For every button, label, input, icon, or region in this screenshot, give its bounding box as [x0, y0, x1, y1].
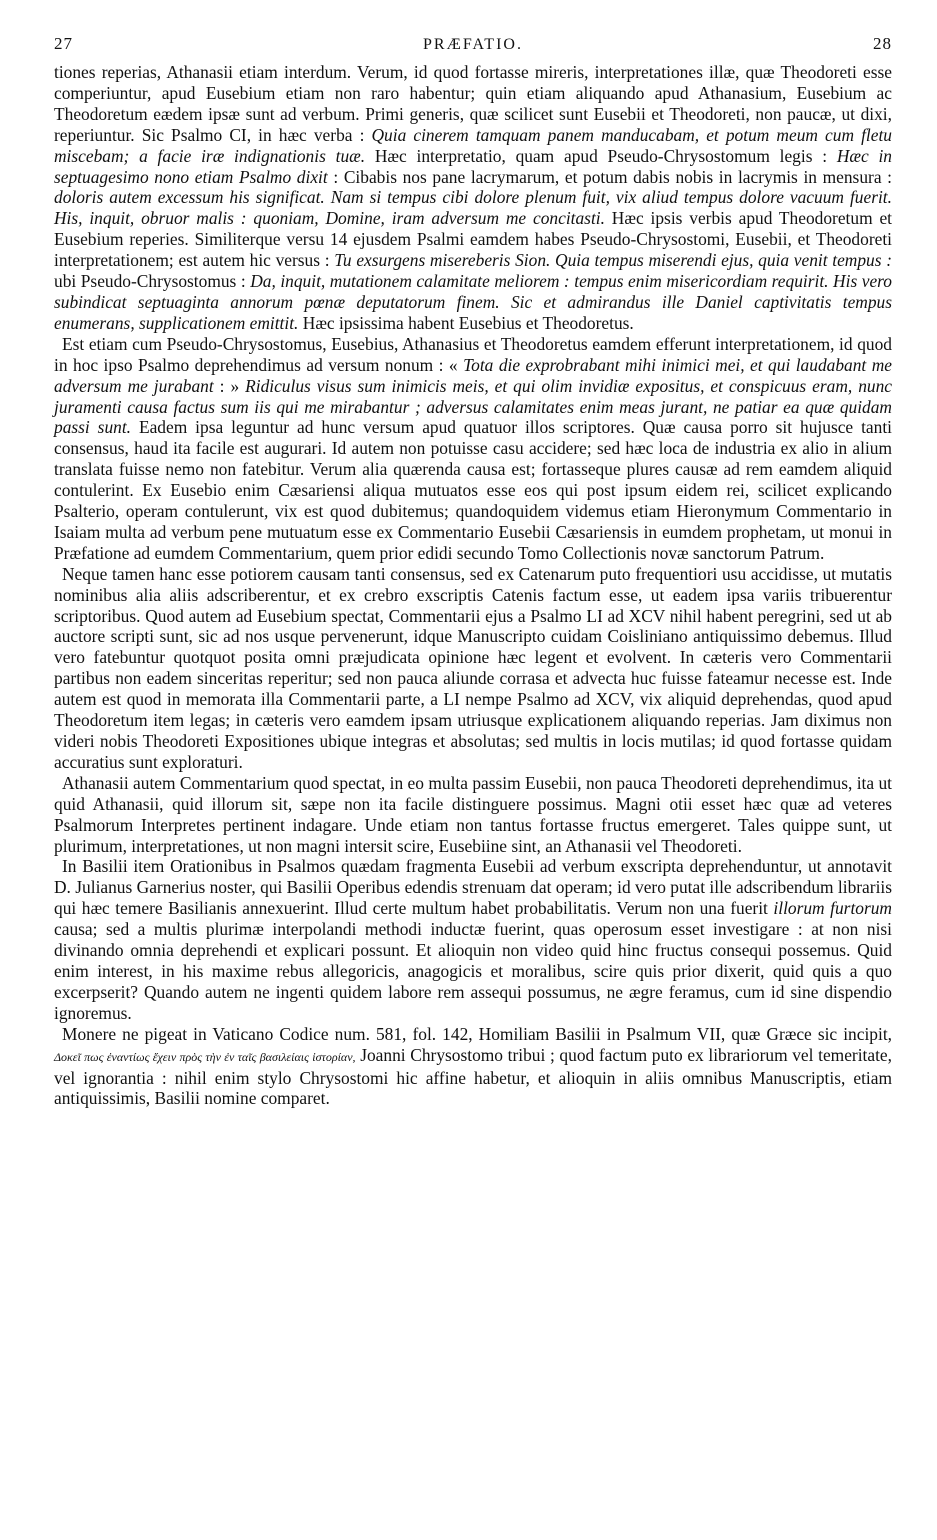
- page-number-left: 27: [54, 34, 73, 53]
- text-run: tiones reperias, Athanasii etiam interdum. Verum, id quod fortasse mireris, interpretationes illæ, quæ Theodoreti esse comperiuntur, apud Eusebium etiam non raro habentur; quin etiam aliquando apud Athanasium, Eusebium ac Theodoretum eædem ipsæ sunt ad verbum. Primi generis, quæ scilicet sunt Eusebii et Theodoreti, non paucæ, ut dixi, reperiuntur. Sic Psalmo CI, in hæc verba :: [54, 62, 892, 145]
- running-title: PRÆFATIO.: [423, 36, 523, 53]
- paragraph: [54, 856, 892, 1023]
- running-header: [54, 34, 892, 58]
- text-run: Est etiam cum Pseudo-Chrysostomus, Eusebius, Athanasius et Theodoretus eamdem efferunt interpretationem, id quod in hoc ipso Psalmo deprehendimus ad versum nonum : «: [54, 333, 892, 375]
- paragraph: [54, 62, 892, 334]
- italic-text: Ridiculus visus sum inimicis meis, et qui olim invidiæ expositus, et conspicuus eram, nunc juramenti causa factus sum iis qui me mirabantur ; adversus calamitates enim meas jurant, ne patiar ea quæ quidam passi sunt.: [54, 375, 892, 438]
- text-run: Joanni Chrysostomo tribui ; quod factum puto ex librariorum vel temeritate, vel ignorantia : nihil enim stylo Chrysostomi hic affine habetur, et alioquin in aliis omnibus Manuscriptis, etiam antiquissimis, Basilii nomine comparet.: [54, 1044, 892, 1109]
- italic-text: Hæc in septuagesimo nono etiam Psalmo dixit: [54, 145, 892, 187]
- paragraph: [54, 1024, 892, 1110]
- text-run: Hæc ipsis verbis apud Theodoretum et Eusebium reperies. Similiterque versu 14 ejusdem Psalmi eamdem habes Pseudo-Chrysostomi, Eusebii, et Theodoreti interpretationem; est autem hic versus :: [54, 208, 893, 271]
- page: [54, 34, 892, 1109]
- body-text: [54, 62, 892, 1109]
- italic-text: illorum furtorum: [773, 898, 892, 919]
- paragraph: [54, 564, 892, 773]
- italic-text: Tota die exprobrabant mihi inimici mei, et qui laudabant me adversum me jurabant: [54, 354, 892, 396]
- text-run: Neque tamen hanc esse potiorem causam tanti consensus, sed ex Catenarum puto frequentiori usu accidisse, ut mutatis nominibus alia aliis adscriberentur, et ex crebro exscriptis Catenis factum esse, ut eadem ipsa variis tribuerentur scriptoribus. Quod autem ad Eusebium spectat, Commentarii ejus a Psalmo LI ad XCV nihil habent peregrini, sed ut ab auctore scripti sunt, sic ad nos usque pervenerunt, idque Manuscripto cuidam Coisliniano antiquissimo debemus. Illud vero fatebuntur quotquot posita omni præjudicata opinione hæc legent et evolvent. In cæteris vero Commentarii partibus non eadem sinceritas reperitur; sed non pauca aliunde corrasa et advecta huc fuisse fateamur necesse est. Inde autem est quod in memorata illa Commentarii parte, a LI nempe Psalmo ad XCV, vix aliquid deprehendas, quod apud Theodoretum item legas; in cæteris vero eamdem ipsam utriusque explicationem aliquando reperias. Jam diximus non videri nobis Theodoreti Expositiones ubique integras et absolutas; sed multis in locis mutilas; id quod fortasse quidam accuratius sunt exploraturi.: [54, 563, 892, 772]
- paragraph: [54, 334, 892, 564]
- italic-text: Quia cinerem tamquam panem manducabam, et potum meum cum fletu miscebam; a facie iræ indignationis tuæ.: [54, 124, 892, 166]
- text-run: Eadem ipsa leguntur ad hunc versum apud quatuor illos scriptores. Quæ causa porro sit hujusce tanti consensus, haud ita facile est augurari. Id autem non potuisse casu accidere; sed hæc loca de industria ex alio in alium translata fuisse nemo non fatebitur. Verum alia quærenda causa est; fortasseque plures causæ ad rem eamdem aliquid contulerint. Ex Eusebio enim Cæsariensi aliqua mutuatos esse eos qui post ipsum eidem rei, scilicet explicando Psalterio, operam contulerunt, vix est quod dubitemus; quandoquidem videmus etiam Hieronymum Commentario in Isaiam multa ad verbum pene mutuatum esse ex Commentario Eusebii Cæsariensis in eumdem prophetam, ut monui in Præfatione ad eumdem Commentarium, quem prior edidi secundo Tomo Collectionis novæ sanctorum Patrum.: [54, 417, 892, 563]
- text-run: : Cibabis nos pane lacrymarum, et potum dabis nobis in lacrymis in mensura :: [327, 166, 893, 187]
- text-run: Hæc ipsissima habent Eusebius et Theodoretus.: [298, 312, 634, 333]
- italic-text: Da, inquit, mutationem calamitate meliorem : tempus enim misericordiam requirit. His vero subindicat septuaginta annorum pœnæ deputatorum finem. Sic et admirandus ille Daniel captivitatis tempus enumerans, supplicationem emittit.: [54, 271, 892, 333]
- text-run: Hæc interpretatio, quam apud Pseudo-Chrysostomum legis :: [365, 145, 837, 166]
- greek-text: Δοκεῖ πως ἐναντίως ἔχειν πρὸς τὴν ἐν ταῖς βασιλείαις ἱστορίαν,: [54, 1049, 356, 1064]
- text-run: ubi Pseudo-Chrysostomus :: [54, 271, 251, 292]
- text-run: Athanasii autem Commentarium quod spectat, in eo multa passim Eusebii, non pauca Theodoreti deprehendimus, ita ut quid Athanasii, quid illorum sit, sæpe non ita facile distinguere possimus. Magni otii esset hæc quæ ad veteres Psalmorum Interpretes pertinent indagare. Unde etiam non tantus fortasse fructus emergeret. Tales quippe sunt, ut plurimum, interpretationes, ut non magni intersit scire, Eusebiine sint, an Athanasii vel Theodoreti.: [54, 772, 892, 856]
- italic-text: Tu exsurgens misereberis Sion. Quia tempus miserendi ejus, quia venit tempus :: [334, 250, 892, 271]
- text-run: : »: [213, 375, 246, 396]
- text-run: causa; sed a multis plurimæ interpolandi methodi inductæ fuerint, quas operosum esset investigare : at non nisi divinando omnia deprehendi et explicari possunt. Et alioquin non video quid hinc fructus consequi possemus. Quid enim interest, in his maxime rebus allegoricis, anagogicis et moralibus, scire quis prior dixerit, quid quis a quo excerpserit? Quando autem ne ingenti quidem labore rem assequi possumus, ne ægre feramus, cum id sine dispendio ignoremus.: [54, 919, 892, 1023]
- text-run: In Basilii item Orationibus in Psalmos quædam fragmenta Eusebii ad verbum exscripta deprehenduntur, ut annotavit D. Julianus Garnerius noster, qui Basilii Operibus edendis strenuam dat operam; id vero putat ille adscribendum librariis qui hæc temere Basilianis annexuerint. Illud certe multum habet probabilitatis. Verum non una fuerit: [54, 856, 892, 919]
- text-run: Monere ne pigeat in Vaticano Codice num. 581, fol. 142, Homiliam Basilii in Psalmum VII, quæ Græce sic incipit,: [62, 1023, 892, 1044]
- paragraph: [54, 773, 892, 857]
- italic-text: doloris autem excessum his significat. Nam si tempus cibi dolore plenum fuit, vix aliud tempus dolore vacuum fuerit. His, inquit, obruor malis : quoniam, Domine, iram adversum me concitasti.: [54, 187, 892, 229]
- page-number-right: 28: [872, 34, 892, 53]
